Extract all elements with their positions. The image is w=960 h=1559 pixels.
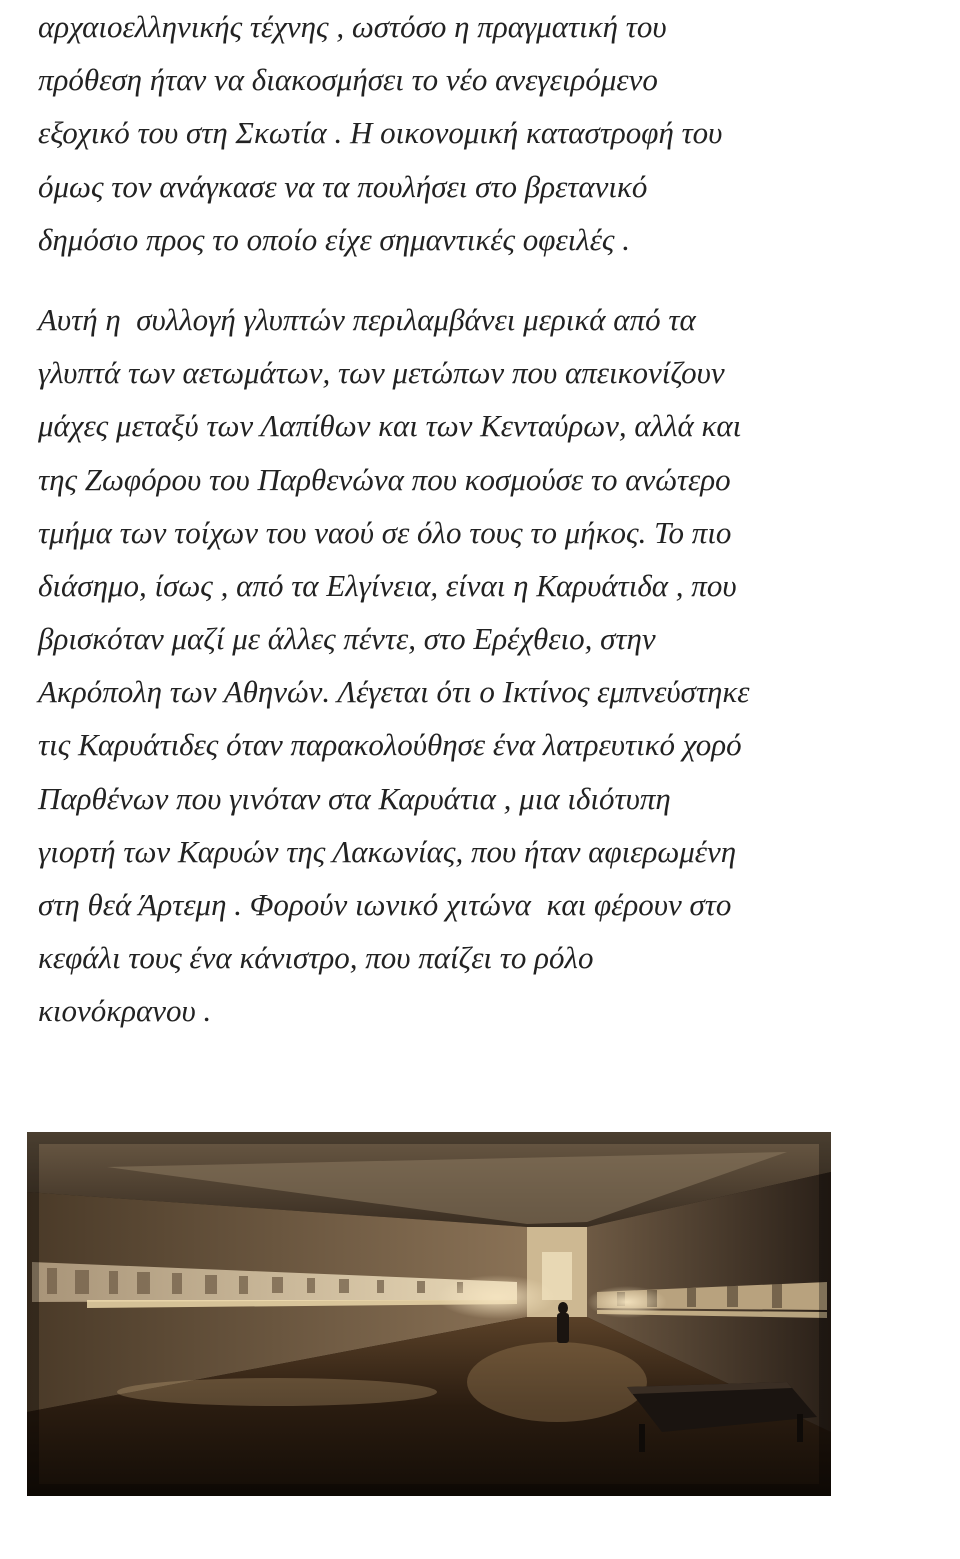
text-line: Αυτή η συλλογή γλυπτών περιλαμβάνει μερικά από τα bbox=[38, 301, 696, 337]
text-line: στη θεά Άρτεμη . Φορούν ιωνικό χιτώνα και φέρουν στο bbox=[38, 887, 732, 922]
text-line: εξοχικό του στη Σκωτία . Η οικονομική καταστροφή του bbox=[38, 115, 723, 151]
text-line: γιορτή των Καρυών της Λακωνίας, που ήταν αφιερωμένη bbox=[38, 833, 737, 869]
text-line: κιονόκρανου . bbox=[38, 993, 212, 1029]
text-line: βρισκόταν μαζί με άλλες πέντε, στο Ερέχθειο, στην bbox=[38, 621, 656, 657]
text-line: της Ζωφόρου του Παρθενώνα που κοσμούσε το ανώτερο bbox=[38, 461, 731, 497]
text-line: αρχαιοελληνικής τέχνης , ωστόσο η πραγματική του bbox=[38, 9, 667, 44]
paragraph-2 bbox=[38, 293, 960, 1038]
text-line: Ακρόπολη των Αθηνών. Λέγεται ότι ο Ικτίνος εμπνεύστηκε bbox=[38, 674, 750, 710]
text-line: γλυπτά των αετωμάτων, των μετώπων που απεικονίζουν bbox=[38, 355, 725, 391]
body-text bbox=[38, 0, 960, 1038]
text-line: μάχες μεταξύ των Λαπίθων και των Κενταύρων, αλλά και bbox=[38, 408, 742, 444]
museum-gallery-photo bbox=[27, 1132, 831, 1496]
text-line: κεφάλι τους ένα κάνιστρο, που παίζει το ρόλο bbox=[38, 940, 594, 976]
text-line: διάσημο, ίσως , από τα Ελγίνεια, είναι η Καρυάτιδα , που bbox=[38, 567, 737, 603]
text-line: τμήμα των τοίχων του ναού σε όλο τους το μήκος. Το πιο bbox=[38, 514, 732, 550]
paragraph-1 bbox=[38, 0, 960, 266]
text-line: τις Καρυάτιδες όταν παρακολούθησε ένα λατρευτικό χορό bbox=[38, 727, 742, 763]
text-line: δημόσιο προς το οποίο είχε σημαντικές οφειλές . bbox=[38, 221, 630, 257]
text-line: όμως τον ανάγκασε να τα πουλήσει στο βρετανικό bbox=[38, 168, 648, 204]
paragraph-gap bbox=[38, 266, 960, 293]
text-line: Παρθένων που γινόταν στα Καρυάτια , μια ιδιότυπη bbox=[38, 780, 671, 816]
text-line: πρόθεση ήταν να διακοσμήσει το νέο ανεγειρόμενο bbox=[38, 62, 658, 98]
